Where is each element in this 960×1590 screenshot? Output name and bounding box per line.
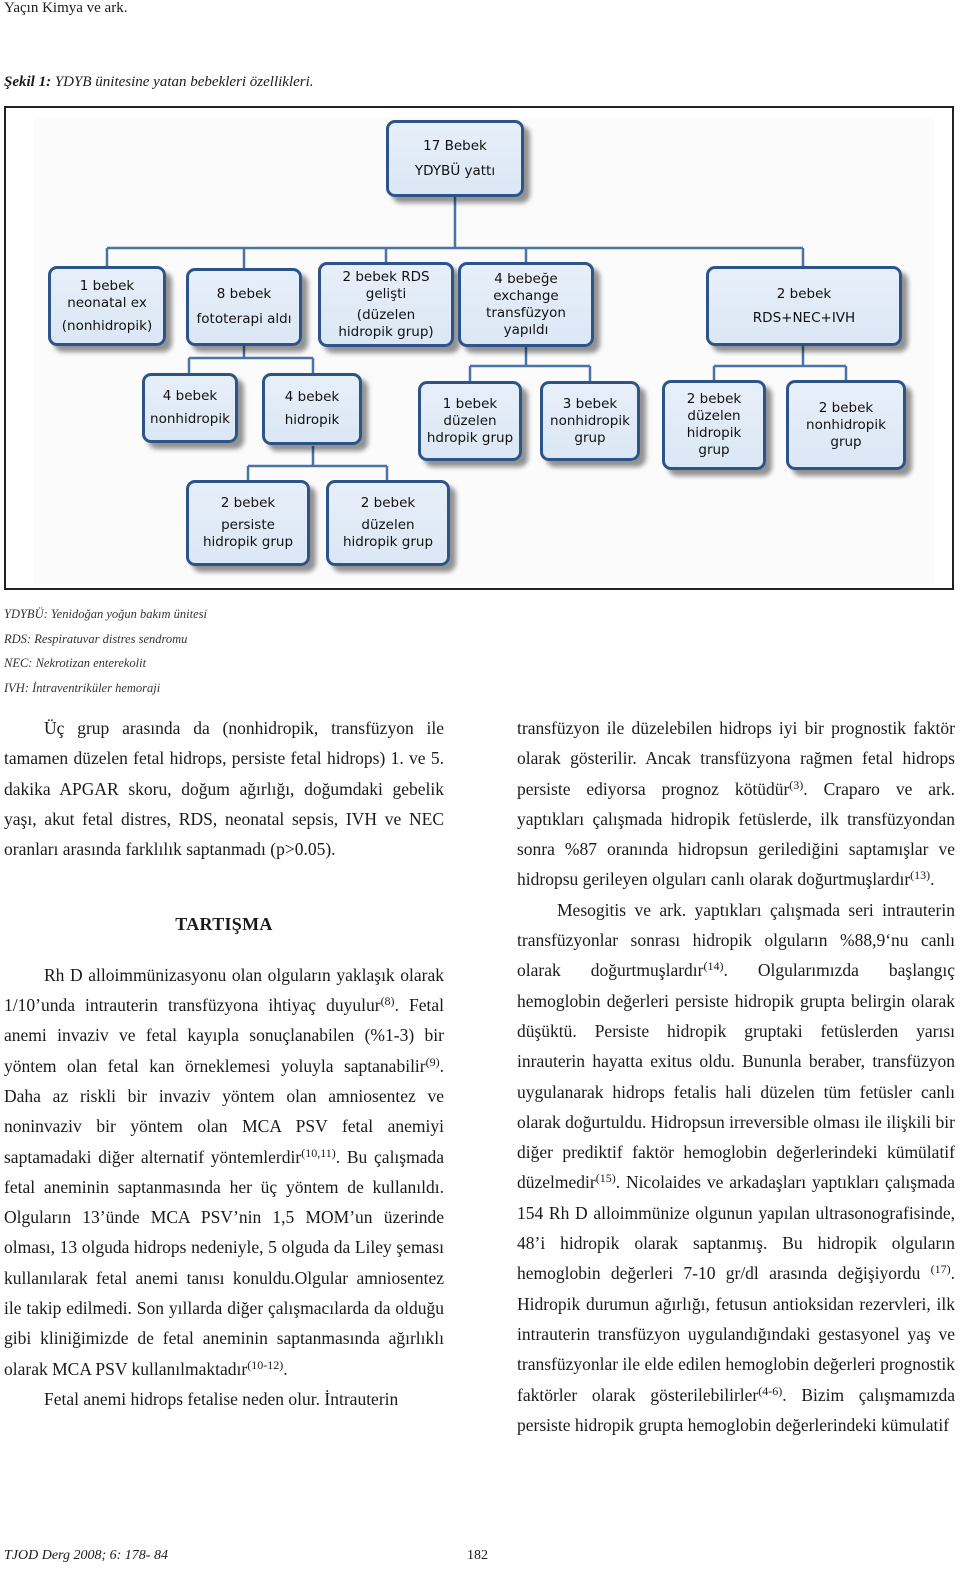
paragraph: [4, 960, 444, 1384]
node-duzelen-2: [326, 480, 450, 566]
flowchart: [34, 118, 934, 584]
text-run: . Nicolaides ve arkadaşları yaptıkları çalışmada 154 Rh D alloimmünize olgunun yapılan ultrasonografisinde, 48’i hidropik olarak saptanmış. Bu hidropik olguların hemoglobin değerleri 7-10 gr/dl arasında değişiyordu: [517, 1172, 955, 1284]
node-line: düzelen: [443, 412, 497, 429]
citation: (8): [380, 994, 395, 1009]
node-line: grup: [698, 442, 730, 458]
right-column: [517, 713, 955, 1440]
node-line: 4 bebeğe: [494, 270, 558, 287]
left-column: [4, 713, 444, 1414]
node-line: persiste: [221, 517, 275, 533]
node-exchange: [458, 262, 594, 347]
node-line: 17 Bebek: [423, 137, 487, 154]
text-run: .: [283, 1358, 288, 1379]
node-line: exchange: [493, 287, 559, 304]
node-rds-nec-ivh: [706, 266, 902, 346]
text-run: Mesogitis ve ark. yaptıkları çalışmada seri intrauterin transfüzyonlar sonrası hidropik olguların %88,9‘nu canlı olarak doğurtmuşlardır: [517, 899, 955, 981]
figure-frame: [4, 106, 954, 590]
citation: (10-12): [247, 1357, 284, 1372]
page-number: 182: [467, 1548, 488, 1563]
text-run: Rh D alloimmünizasyonu olan olguların yaklaşık olarak 1/10’unda intrauterin transfüzyona ihtiyaç duyulur: [4, 964, 444, 1016]
figure-label: Şekil 1:: [4, 74, 52, 90]
node-line: nonhidropik: [150, 411, 230, 427]
citation: (15): [595, 1171, 616, 1186]
paragraph: [517, 713, 955, 895]
node-fototerapi: [186, 268, 302, 346]
text-run: . Daha az riskli bir invaziv yöntem olan amniosentez ve noninvaziv bir yöntem olan MCA PSV fetal anemiyi saptamadaki diğer alternatif yöntemlerdir: [4, 1055, 444, 1167]
citation: (3): [789, 777, 804, 792]
node-line: düzelen: [687, 408, 741, 424]
text-run: . Fetal anemi invaziv ve fetal kayıpla sonuçlanabilen (%1-3) bir yöntem olan fetal kan örneklemesi yoluyla saptanabilir: [4, 995, 444, 1076]
citation: (14): [703, 959, 724, 974]
citation: (10,11): [301, 1145, 336, 1160]
node-line: gelişti: [365, 285, 407, 302]
node-line: 8 bebek: [216, 286, 272, 302]
paragraph: Fetal anemi hidrops fetalise neden olur. İntrauterin: [44, 1388, 399, 1409]
node-line: düzelen: [361, 517, 415, 533]
footer-journal: TJOD Derg 2008; 6: 178- 84: [4, 1548, 168, 1563]
node-line: 2 bebek: [360, 495, 416, 511]
citation: (13): [910, 868, 931, 883]
node-line: 4 bebek: [162, 388, 218, 404]
node-line: hidropik: [284, 412, 340, 428]
text-run: .: [930, 869, 935, 890]
text-run: transfüzyon ile düzelebilen hidrops iyi bir prognostik faktör olarak gösterilir. Ancak transfüzyona rağmen fetal hidrops persiste ediyorsa prognoz kötüdür: [517, 718, 955, 799]
text-run: . Craparo ve ark. yaptıkları çalışmada hidropik fetüslerde, ilk transfüzyondan sonra %87 oranında hidropsun gerilediğini saptamışlar ve hidropsu gerileyen olguları canlı olarak doğurtmuşlardır: [517, 778, 955, 890]
node-line: hdropik grup: [426, 429, 514, 446]
section-heading: TARTIŞMA: [175, 914, 273, 935]
node-line: transfüzyon: [486, 304, 566, 321]
paragraph: [517, 895, 955, 1440]
figure-caption-text: YDYB ünitesine yatan bebekleri özellikleri.: [54, 74, 314, 90]
text-run: . Olgularımızda başlangıç hemoglobin değerleri persiste hidropik grupta belirgin olarak düşüktü. Persiste hidropik gruptaki fetüslerden yarısı inrauterin hayatta exitus oldu. Bununla beraber, transfüzyon uygulanarak hidrops fetalis hali düzelen tüm fetüsler canlı olarak doğurtuldu. Hidropsun irreversible olması ile ilişkili bir diğer prediktif faktör hemoglobin değerlerindeki kümülatif düzelmedir: [517, 960, 956, 1193]
node-persiste-2: [186, 480, 310, 566]
node-line: nonhidropik: [806, 416, 886, 433]
node-hidropik-4: [262, 373, 362, 445]
citation: (17): [930, 1262, 951, 1277]
node-line: grup: [830, 433, 862, 450]
node-nonhidropik-4: [142, 373, 238, 443]
node-line: grup: [574, 429, 606, 446]
node-line: hidropik: [686, 425, 742, 441]
node-line: 1 bebek: [79, 277, 135, 294]
figure-caption: [4, 74, 314, 91]
text-run: . Bu çalışmada fetal aneminin saptanmasında her üç yöntem de kullanıldı. Olguların 13’ünde MCA PSV’nin 1,5 MOM’un üzerinde olması, 13 olguda hidrops nedeniyle, 5 olguda da Liley şeması kullanılarak fetal anemi tanısı konuldu.Olgular amniosentez ile takip edilmedi. Son yıllarda diğer çalışmacılarda da olduğu gibi kliniğimizde de fetal aneminin saptanmasında ağırlıklı olarak MCA PSV kullanılmaktadır: [4, 1146, 445, 1379]
citation: (4-6): [758, 1383, 783, 1398]
text-run: . Bizim çalışmamızda persiste hidropik grupta hemoglobin değerlerindeki kümulatif: [517, 1384, 955, 1435]
node-line: (nonhidropik): [61, 317, 153, 334]
running-head: Yaçın Kimya ve ark.: [4, 0, 128, 16]
node-17-bebek-ydybu: [386, 120, 524, 197]
abbreviation-item: YDYBÜ: Yenidoğan yoğun bakım ünitesi: [4, 607, 208, 621]
node-line: hidropik grup: [202, 534, 294, 550]
node-line: fototerapi aldı: [196, 311, 292, 327]
node-rds: [318, 262, 454, 347]
node-line: hidropik grup): [338, 323, 434, 340]
node-nonhidropik-2: [786, 380, 906, 470]
node-line: 2 bebek: [686, 391, 742, 407]
abbreviation-item: IVH: İntraventriküler hemoraji: [4, 680, 161, 695]
node-duzelen-hidropik-2: [662, 380, 766, 470]
node-line: yapıldı: [503, 321, 549, 338]
node-line: 2 bebek: [818, 399, 874, 416]
node-line: hidropik grup: [342, 534, 434, 550]
node-line: RDS+NEC+IVH: [752, 309, 856, 326]
node-line: 2 bebek: [220, 495, 276, 511]
abbreviation-item: NEC: Nekrotizan enterekolit: [4, 656, 147, 670]
node-duzelen-hidropik-1: [418, 381, 522, 461]
abbreviation-list: [4, 602, 207, 700]
node-neonatal-ex: [48, 266, 166, 346]
text-run: . Hidropik durumun ağırlığı, fetusun antioksidan rezervleri, ilk intrauterin transfüzyon uygulandığındaki gestasyonel yaş ve transfüzyonlar ile elde edilen hemoglobin değerleri prognostik faktörler olarak gösterilebilirler: [517, 1263, 955, 1405]
node-line: 2 bebek RDS: [342, 268, 430, 285]
node-line: nonhidropik: [550, 412, 630, 429]
node-line: 4 bebek: [284, 389, 340, 405]
citation: (9): [425, 1054, 440, 1069]
node-line: 3 bebek: [562, 395, 618, 412]
node-line: (düzelen: [356, 306, 416, 323]
node-line: YDYBÜ yattı: [414, 162, 496, 179]
node-line: 2 bebek: [776, 285, 832, 302]
abbreviation-item: RDS: Respiratuvar distres sendromu: [4, 631, 188, 646]
node-nonhidropik-3: [540, 381, 640, 461]
paragraph: Üç grup arasında da (nonhidropik, transfüzyon ile tamamen düzelen fetal hidrops, persiste fetal hidrops) 1. ve 5. dakika APGAR skoru, doğum ağırlığı, doğumdaki gebelik yaşı, akut fetal distres, RDS, neonatal sepsis, IVH ve NEC oranları arasında farklılık saptanmadı (p>0.05).: [4, 718, 444, 860]
node-line: 1 bebek: [442, 395, 498, 412]
node-line: neonatal ex: [67, 294, 147, 311]
